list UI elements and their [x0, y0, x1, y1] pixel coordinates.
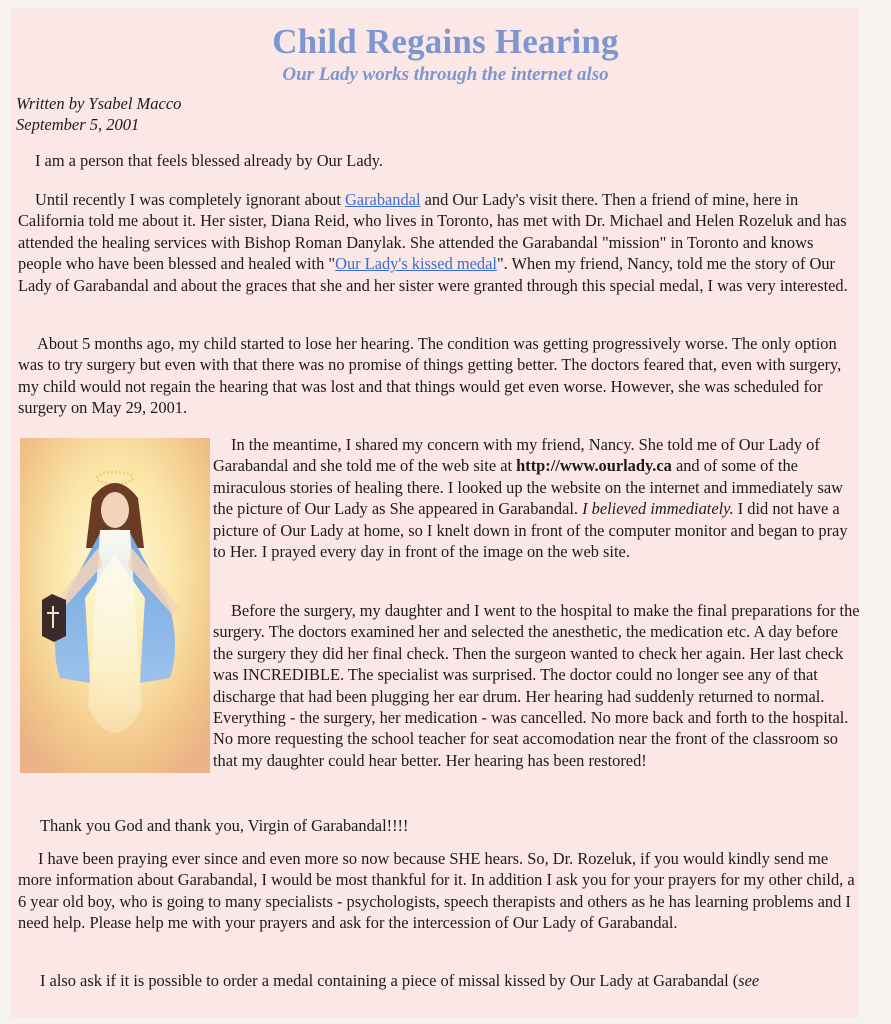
date-line: September 5, 2001	[16, 115, 140, 134]
paragraph-2-text-b: and Our Lady's visit there. Then a friend of mine, here in California told me about it. Her sister, Diana Reid, who lives in Toronto, has met with Dr. Michael and Helen Rozeluk and has attended the healing services with Bishop Roman Danylak. She attended the Garabandal "mission" in Toronto and knows people who have been blessed and healed with "	[18, 190, 847, 274]
kissed-medal-link[interactable]: Our Lady's kissed medal	[335, 254, 497, 274]
paragraph-4-text-a: In the meantime, I shared my concern with my friend, Nancy. She told me of Our Lady of Garabandal and she told me of the web site at	[213, 435, 820, 476]
virgin-mary-illustration	[20, 438, 210, 773]
paragraph-4-text-c: I did not have a picture of Our Lady at home, so I knelt down in front of the computer monitor and began to pray to Her. I prayed every day in front of the image on the web site.	[213, 499, 848, 562]
website-url: http://www.ourlady.ca	[516, 456, 672, 476]
paragraph-1: I am a person that feels blessed already by Our Lady.	[35, 151, 384, 170]
paragraph-4-text-b: and of some of the miraculous stories of healing there. I looked up the website on the internet and immediately saw the picture of Our Lady as She appeared in Garabandal.	[213, 456, 843, 519]
paragraph-5: Before the surgery, my daughter and I went to the hospital to make the final preparations for the surgery. The doctors examined her and selected the anesthetic, the medication etc. A day before the surgery they did her final check. Then the surgeon wanted to check her again. Her last check was INCREDIBLE. The specialist was surprised. The doctor could no longer see any of that discharge that had been plugging her ear drum. Her hearing had suddenly returned to normal. Everything - the surgery, her medication - was cancelled. No more back and forth to the hospital. No more requesting the school teacher for seat accomodation near the front of the classroom so that my daughter could hear better. Her hearing has been restored!	[213, 601, 860, 770]
paragraph-2	[18, 189, 860, 296]
garabandal-link[interactable]: Garabandal	[344, 190, 421, 209]
paragraph-8-text-a: I also ask if it is possible to order a medal containing a piece of missal kissed by Our Lady at Garabandal (	[40, 971, 739, 990]
byline	[16, 93, 181, 135]
virgin-mary-image	[20, 438, 210, 773]
paragraph-6: Thank you God and thank you, Virgin of Garabandal!!!!	[40, 816, 409, 835]
paragraph-8	[40, 970, 870, 991]
article-title: Child Regains Hearing	[272, 22, 619, 61]
paragraph-8-italic: see	[738, 971, 760, 990]
paragraph-7: I have been praying ever since and even more so now because SHE hears. So, Dr. Rozeluk, if you would kindly send me more information about Garabandal, I would be most thankful for it. In addition I ask you for your prayers for my other child, a 6 year old boy, who is going to many specialists - psychologists, speech therapists and others as he has learning problems and I need help. Please help me with your prayers and ask for the intercession of Our Lady of Garabandal.	[18, 849, 855, 933]
believed-immediately-text: I believed immediately.	[582, 499, 734, 519]
paragraph-3: About 5 months ago, my child started to lose her hearing. The condition was getting progressively worse. The only option was to try surgery but even with that there was no promise of things getting better. The doctors feared that, even with surgery, my child would not regain the hearing that was lost and that things would get even worse. However, she was scheduled for surgery on May 29, 2001.	[18, 334, 842, 418]
paragraph-4	[213, 434, 858, 562]
paragraph-2-text-a: Until recently I was completely ignorant about	[35, 190, 345, 209]
article-subtitle: Our Lady works through the internet also	[282, 64, 609, 85]
paragraph-2-text-c: ". When my friend, Nancy, told me the story of Our Lady of Garabandal and about the graces that she and her sister were granted through this special medal, I was very interested.	[18, 254, 848, 295]
author-line: Written by Ysabel Macco	[16, 94, 182, 113]
